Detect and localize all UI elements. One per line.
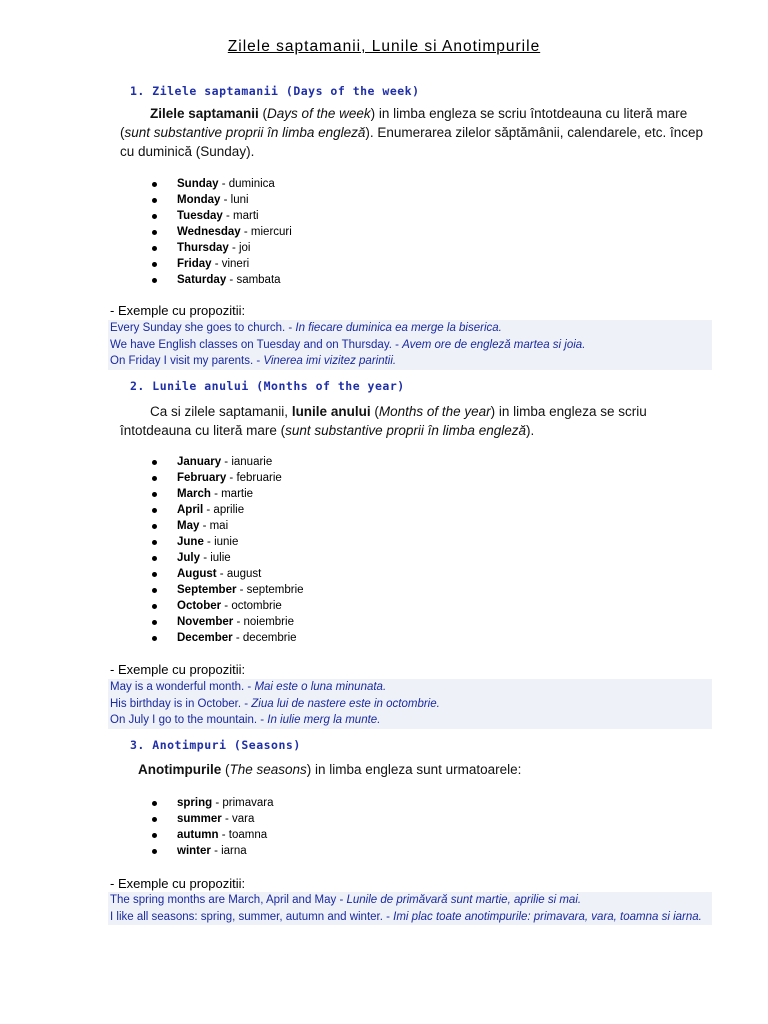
term-en: September (177, 584, 237, 596)
example-ro: Avem ore de engleză martea si joia. (402, 338, 586, 351)
term-ro: - vineri (211, 258, 250, 270)
example-en: The spring months are March, April and May - (110, 894, 347, 906)
list-item (150, 486, 304, 502)
list-item (150, 454, 304, 470)
intro-days-text: ( (258, 106, 268, 121)
list-item (150, 566, 304, 582)
intro-months-bold: lunile anului (291, 404, 371, 419)
example-en: His birthday is in October. - (110, 697, 252, 710)
intro-months-text: ). (525, 423, 535, 438)
list-item (150, 502, 304, 518)
list-item (150, 630, 304, 646)
term-en: November (177, 616, 234, 628)
intro-months-italic: Months of the year (378, 404, 491, 419)
list-item (150, 470, 304, 486)
intro-months-text: ( (370, 404, 379, 419)
seasons-list (150, 795, 274, 859)
list-item (150, 240, 292, 256)
bullet-icon (152, 278, 157, 283)
bullet-icon (152, 182, 157, 187)
section-heading-months: 2. Lunile anului (Months of the year) (130, 379, 405, 393)
bullet-icon (152, 492, 157, 497)
term-en: Wednesday (177, 226, 241, 238)
term-en: spring (177, 797, 213, 809)
list-item (150, 256, 292, 272)
bullet-icon (152, 620, 157, 625)
list-item (150, 827, 274, 843)
page-title: Zilele saptamanii, Lunile si Anotimpurile (227, 38, 541, 55)
bullet-icon (152, 230, 157, 235)
example-row (108, 679, 712, 696)
bullet-icon (152, 246, 157, 251)
term-ro: - septembrie (236, 584, 304, 596)
example-ro: Mai este o luna minunata. (254, 681, 387, 693)
bullet-icon (152, 540, 157, 545)
intro-days-italic: sunt substantive proprii în limba engleză (124, 125, 366, 140)
intro-seasons-bold: Anotimpurile (138, 762, 222, 777)
term-en: May (177, 520, 200, 532)
example-en: I like all seasons: spring, summer, autumn and winter. - (110, 910, 394, 923)
term-ro: - martie (210, 488, 254, 500)
intro-months (120, 402, 720, 440)
term-ro: - decembrie (232, 632, 297, 644)
term-ro: - octombrie (221, 600, 282, 612)
term-en: February (177, 472, 227, 484)
intro-months-italic: sunt substantive proprii în limba engleză (285, 423, 526, 438)
intro-days-text: ). Enumerarea zilelor săptămânii, calendarele, etc. încep cu duminică (Sunday). (120, 125, 704, 159)
term-ro: - vara (221, 813, 255, 825)
section-heading-days: 1. Zilele saptamanii (Days of the week) (130, 84, 420, 98)
term-ro: - mai (199, 520, 229, 532)
list-item (150, 272, 292, 288)
term-en: October (177, 600, 222, 612)
term-en: winter (177, 845, 211, 857)
term-en: summer (177, 813, 222, 825)
intro-days-text: ) in limba engleza se scriu întotdeauna cu literă mare ( (120, 106, 688, 140)
examples-label: - Exemple cu propozitii: (110, 303, 246, 318)
intro-seasons-text: ( (221, 762, 230, 777)
example-row (108, 353, 712, 370)
list-item (150, 224, 292, 240)
term-ro: - iarna (210, 845, 247, 857)
term-en: Saturday (177, 274, 227, 286)
term-en: autumn (177, 829, 219, 841)
intro-days-italic: Days of the week (267, 106, 371, 121)
bullet-icon (152, 524, 157, 529)
months-list (150, 454, 304, 646)
examples-label: - Exemple cu propozitii: (110, 876, 246, 891)
term-en: June (177, 536, 204, 548)
term-ro: - primavara (212, 797, 274, 809)
term-ro: - marti (222, 210, 259, 222)
example-ro: Vinerea imi vizitez parintii. (263, 355, 397, 367)
term-en: August (177, 568, 217, 580)
example-ro: Ziua lui de nastere este in octombrie. (251, 697, 440, 710)
bullet-icon (152, 604, 157, 609)
examples-box-days (108, 320, 712, 370)
term-en: Thursday (177, 242, 229, 254)
term-ro: - februarie (226, 472, 282, 484)
term-ro: - iulie (200, 552, 231, 564)
example-row (108, 712, 712, 729)
term-en: March (177, 488, 211, 500)
term-en: January (177, 456, 222, 468)
example-en: On Friday I visit my parents. - (110, 355, 264, 367)
bullet-icon (152, 572, 157, 577)
example-row (108, 696, 712, 713)
list-item (150, 843, 274, 859)
bullet-icon (152, 817, 157, 822)
days-list (150, 176, 292, 288)
term-en: Friday (177, 258, 212, 270)
intro-days (120, 104, 720, 161)
bullet-icon (152, 508, 157, 513)
term-en: Sunday (177, 178, 219, 190)
term-en: Monday (177, 194, 221, 206)
list-item (150, 582, 304, 598)
term-en: July (177, 552, 201, 564)
term-ro: - luni (220, 194, 249, 206)
bullet-icon (152, 460, 157, 465)
bullet-icon (152, 636, 157, 641)
bullet-icon (152, 588, 157, 593)
term-en: December (177, 632, 233, 644)
list-item (150, 518, 304, 534)
example-en: Every Sunday she goes to church. - (110, 322, 296, 334)
term-ro: - duminica (218, 178, 275, 190)
example-en: We have English classes on Tuesday and on Thursday. - (110, 338, 403, 351)
examples-box-months (108, 679, 712, 729)
examples-box-seasons (108, 892, 712, 925)
term-ro: - iunie (203, 536, 239, 548)
intro-seasons-italic: The seasons (229, 762, 307, 777)
bullet-icon (152, 833, 157, 838)
examples-label: - Exemple cu propozitii: (110, 662, 246, 677)
list-item (150, 192, 292, 208)
section-heading-seasons: 3. Anotimpuri (Seasons) (130, 738, 301, 752)
bullet-icon (152, 214, 157, 219)
example-ro: In fiecare duminica ea merge la biserica. (295, 322, 502, 334)
term-ro: - sambata (226, 274, 281, 286)
example-ro: In iulie merg la munte. (267, 714, 381, 726)
example-row (108, 909, 712, 926)
intro-days-bold: Zilele saptamanii (150, 106, 259, 121)
list-item (150, 598, 304, 614)
bullet-icon (152, 262, 157, 267)
term-ro: - miercuri (240, 226, 292, 238)
bullet-icon (152, 476, 157, 481)
term-ro: - august (216, 568, 262, 580)
bullet-icon (152, 801, 157, 806)
example-ro: Lunile de primăvară sunt martie, aprilie si mai. (346, 894, 582, 906)
example-row (108, 320, 712, 337)
example-row (108, 892, 712, 909)
list-item (150, 534, 304, 550)
list-item (150, 795, 274, 811)
list-item (150, 550, 304, 566)
example-en: May is a wonderful month. - (110, 681, 255, 693)
example-ro: Imi plac toate anotimpurile: primavara, vara, toamna si iarna. (393, 910, 702, 923)
example-row (108, 337, 712, 354)
list-item (150, 208, 292, 224)
bullet-icon (152, 556, 157, 561)
example-en: On July I go to the mountain. - (110, 714, 268, 726)
term-en: Tuesday (177, 210, 223, 222)
term-ro: - aprilie (203, 504, 245, 516)
term-ro: - ianuarie (221, 456, 273, 468)
term-ro: - noiembrie (233, 616, 294, 628)
list-item (150, 176, 292, 192)
intro-seasons-text: ) in limba engleza sunt urmatoarele: (306, 762, 522, 777)
intro-months-text: ) in limba engleza se scriu întotdeauna cu literă mare ( (120, 404, 647, 438)
term-ro: - joi (228, 242, 251, 254)
intro-seasons (120, 760, 720, 779)
bullet-icon (152, 849, 157, 854)
list-item (150, 614, 304, 630)
list-item (150, 811, 274, 827)
bullet-icon (152, 198, 157, 203)
term-en: April (177, 504, 204, 516)
term-ro: - toamna (218, 829, 268, 841)
intro-months-text: Ca si zilele saptamanii, (150, 404, 292, 419)
